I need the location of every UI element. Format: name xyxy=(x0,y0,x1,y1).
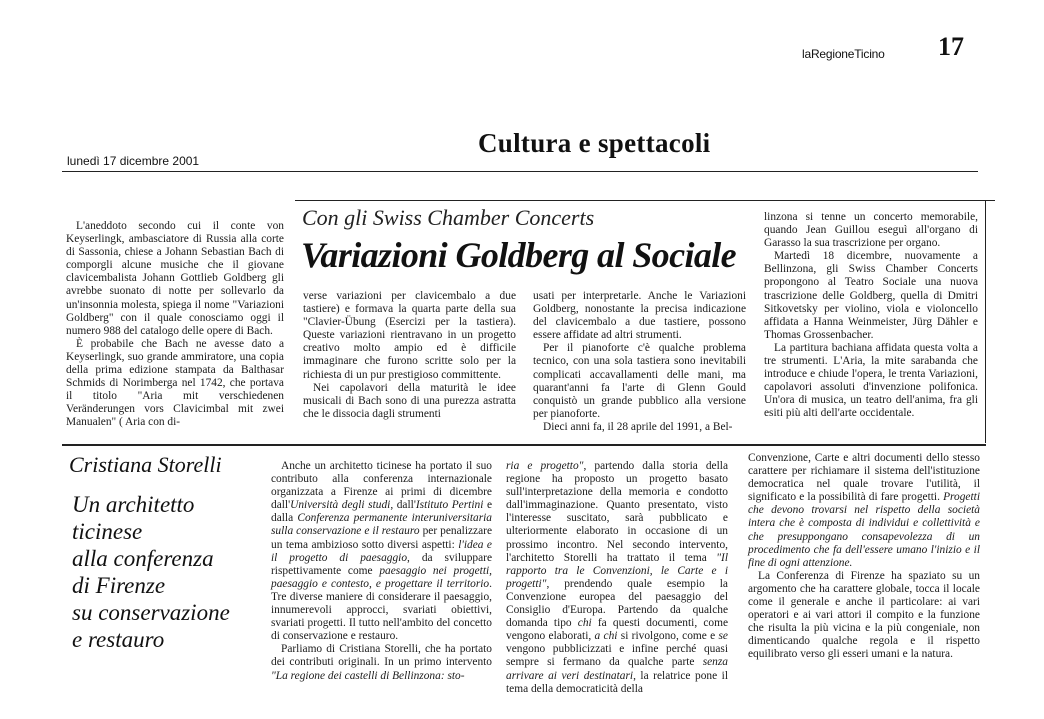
paragraph xyxy=(748,452,980,570)
text-run: Convenzione, Carte e altri documenti dello stesso carattere per richiamare il sistema dell'istituzione democratica nel quale trovare l'utilità, il significato e la possibilità di fare progetti. xyxy=(748,452,980,504)
article1-top-rule xyxy=(295,200,995,201)
text-run: si rivolgono, come e xyxy=(617,630,719,643)
italic-run: Progetti che devono trovarsi nel rispetto della società intera che è composta di individui e collettività e che presuppongano consapevolezza di un procedimento che fa dell'essere umano l'inizio e il fine di ogni attenzione. xyxy=(748,491,980,569)
articles-divider xyxy=(62,444,986,446)
headline-line: alla conferenza xyxy=(72,546,214,571)
article2-column-2 xyxy=(506,460,728,696)
italic-run: paesaggio nei progetti, paesaggio e contesto, e progettare il territorio xyxy=(271,564,492,590)
italic-run: Istituto Pertini xyxy=(415,499,484,512)
article1-column-4 xyxy=(764,211,978,421)
paragraph: Per il pianoforte c'è qualche problema tecnico, con una sola tastiera sono inevitabili complicati accavallamenti delle mani, ma quarant'anni fa l'arte di Glenn Gould conquistò un grande pubblico alla versione per pianoforte. xyxy=(533,342,746,420)
headline-line: e restauro xyxy=(72,627,165,652)
paragraph xyxy=(748,570,980,662)
text-run: per penalizzare un tema ambizioso sotto diversi aspetti: xyxy=(271,525,492,551)
article2-column-3 xyxy=(748,452,980,662)
italic-run: chi xyxy=(577,617,592,630)
text-run: Anche un architetto ticinese ha portato il suo contributo alla conferenza internazionale organizzata a Firenze ai primi di dicembre dall' xyxy=(271,460,492,512)
headline-line: di Firenze xyxy=(72,573,166,598)
article1-headline: Variazioni Goldberg al Sociale xyxy=(301,235,737,275)
section-rule xyxy=(62,171,978,172)
text-run: , da sviluppare rispettivamente come xyxy=(271,551,492,577)
paragraph xyxy=(506,460,728,696)
paragraph: Dieci anni fa, il 28 aprile del 1991, a Bel- xyxy=(543,420,733,433)
text-run: , partendo dalla storia della regione ha proposto un progetto basato sull'interpretazione della memoria e condotto dall'immaginazione. Quanto presentato, visto l'interesse suscitato, sarà pubblicato e ulteriormente elaborato in occasione di un prossimo incontro. Nel secondo intervento, l'architetto Storelli ha trattato il tema xyxy=(506,460,728,564)
article1-right-rule xyxy=(985,200,986,443)
paragraph: È probabile che Bach ne avesse dato a Keyserlingk, suo grande ammiratore, una copia della prima edizione stampata da Balthasar Schmids di Norimberga nel 1742, che portava il titolo "Aria mit verschiedenen Veränderungen vors Clavicimbal mit zwei Manualen" ( Aria con di- xyxy=(66,337,284,429)
article1-column-1 xyxy=(66,220,284,430)
paragraph xyxy=(271,643,492,682)
italic-run: l'idea e il progetto di paesaggio xyxy=(271,538,492,564)
text-run: , dall' xyxy=(390,499,416,512)
section-title: Cultura e spettacoli xyxy=(478,128,711,158)
paragraph: linzona si tenne un concerto memorabile, quando Jean Guillou eseguì all'organo di Garasso la sua trascrizione per organo. xyxy=(764,211,978,250)
text-run: Parliamo di Cristiana Storelli, che ha portato dei contributi originali. In un primo intervento xyxy=(271,643,492,669)
article2-headline xyxy=(72,491,267,653)
italic-run: Università degli studi xyxy=(290,499,391,512)
italic-run: "La regione dei castelli di Bellinzona: sto- xyxy=(271,669,465,682)
italic-run: senza arrivare ai veri destinatari xyxy=(506,656,728,682)
article1-column-2 xyxy=(303,290,516,421)
paragraph: Nei capolavori della maturità le idee musicali di Bach sono di una purezza astratta che le dissocia dagli strumenti xyxy=(303,381,516,420)
text-run: . Tre diverse maniere di considerare il paesaggio, innumerevoli approcci, svariati obiettivi, svariati progetti. Il tutto nell'ambito del concetto di conservazione e restauro. xyxy=(271,577,492,643)
paragraph: Martedì 18 dicembre, nuovamente a Bellinzona, gli Swiss Chamber Concerts propongono al Teatro Sociale una nuova trascrizione delle Goldberg, quella di Dmitri Sitkovetsky per violino, viola e violoncello affidata a Hanna Weinmeister, Jürg Dähler e Thomas Grossenbacher. xyxy=(764,250,978,341)
italic-run: a chi xyxy=(594,630,618,643)
article2-author: Cristiana Storelli xyxy=(69,452,222,477)
article2-column-1 xyxy=(271,460,492,683)
italic-run: "Il rapporto tra le Convenzioni, le Carte e i progetti" xyxy=(506,551,728,590)
text-run: La Conferenza di Firenze ha spaziato su un argomento che ha carattere globale, tocca il locale come il generale e anche il particolare: ai vari operatori e ai vari attori il compito e la funzione che risulta la più vicina e la più congeniale, non dimenticando qualche regola e il rispetto equilibrato verso gli esseri umani e la natura. xyxy=(748,569,980,661)
paragraph: L'aneddoto secondo cui il conte von Keyserlingk, ambasciatore di Russia alla corte di Sassonia, chiese a Johann Sebastian Bach di comporgli alcune musiche che il giovane clavicembalista Johann Gottlieb Goldberg gli avrebbe suonato di notte per sollevarlo da un'insonnia molesta, spiega il nome "Variazioni Goldberg" con il quale conosciamo oggi il numero 988 del catalogo delle opere di Bach. xyxy=(66,220,284,337)
paragraph: usati per interpretarle. Anche le Variazioni Goldberg, nonostante la precisa indicazione del clavicembalo a due tastiere, possono essere affidate ad altri strumenti. xyxy=(533,290,746,342)
italic-run: se xyxy=(718,630,728,643)
text-run: , la relatrice pone il tema della democraticità della xyxy=(506,669,729,695)
text-run: , prendendo quale esempio la Convenzione europea del paesaggio del Consiglio d'Europa. Partendo da qualche domanda tipo xyxy=(506,577,728,630)
article1-kicker: Con gli Swiss Chamber Concerts xyxy=(302,205,595,230)
headline-line: su conservazione xyxy=(72,600,230,625)
paragraph: verse variazioni per clavicembalo a due tastiere) e formava la quarta parte della sua "Clavier-Übung (Esercizi per la tastiera). Queste variazioni rientravano in un progetto creativo molto ampio ed è difficile immaginare che furono scritte solo per la richiesta di un pur prestigioso committente. xyxy=(303,290,516,381)
text-run: vengono pubblicizzati e infine perché quasi sempre si fermano da qualche parte xyxy=(506,643,728,669)
text-run: e dalla xyxy=(271,499,493,525)
headline-line: ticinese xyxy=(72,519,143,544)
text-run: fa questi documenti, come vengono elaborati, xyxy=(506,617,729,643)
issue-date: lunedì 17 dicembre 2001 xyxy=(67,154,200,168)
paragraph: La partitura bachiana affidata questa volta a tre strumenti. L'Aria, la mite sarabanda che introduce e chiude l'opera, le trenta Variazioni, capolavori assoluti d'invenzione polifonica. Un'ora di musica, un teatro dell'anima, fra gli esiti più alti dell'arte occidentale. xyxy=(764,341,978,420)
page-number: 17 xyxy=(938,32,964,61)
paragraph xyxy=(271,460,492,643)
italic-run: Conferenza permanente interuniversitaria sulla conservazione e il restauro xyxy=(271,512,492,538)
italic-run: ria e progetto" xyxy=(506,460,584,472)
newspaper-name: laRegioneTicino xyxy=(802,47,885,61)
headline-line: Un architetto xyxy=(72,492,195,517)
article1-column-3 xyxy=(533,290,746,434)
